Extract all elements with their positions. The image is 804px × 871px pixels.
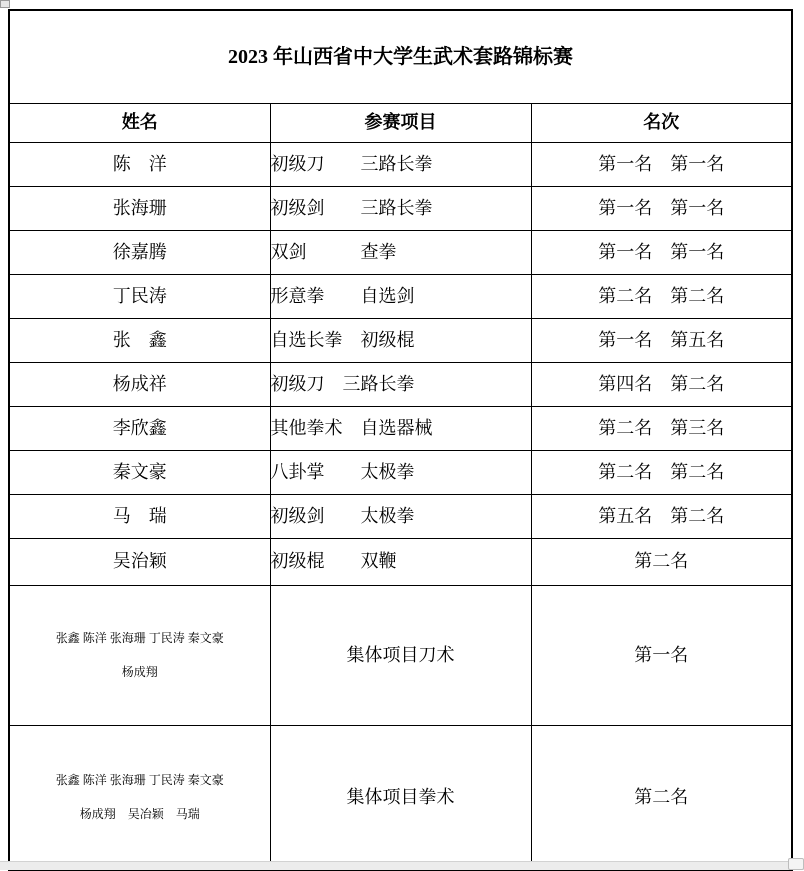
title-row [9,10,792,104]
events-cell: 初级棍 双鞭 [270,539,531,586]
rank-cell: 第二名 第三名 [531,407,792,451]
column-header-rank: 名次 [531,104,792,143]
events-cell: 集体项目刀术 [270,586,531,726]
name-cell: 马 瑞 [9,495,270,539]
events-cell: 初级刀 三路长拳 [270,143,531,187]
table-row [9,539,792,586]
group-row [9,586,792,726]
group-name-line: 张鑫 陈洋 张海珊 丁民涛 秦文豪 [55,773,224,788]
group-row [9,726,792,871]
rank-cell: 第一名 第一名 [531,231,792,275]
rank-cell: 第一名 第一名 [531,187,792,231]
rank-cell: 第一名 第一名 [531,143,792,187]
events-cell: 初级剑 三路长拳 [270,187,531,231]
rank-cell: 第二名 第二名 [531,451,792,495]
document-table-area [8,9,793,871]
name-cell: 张海珊 [9,187,270,231]
events-cell: 集体项目拳术 [270,726,531,871]
name-cell: 陈 洋 [9,143,270,187]
events-cell: 初级刀 三路长拳 [270,363,531,407]
events-cell: 形意拳 自选剑 [270,275,531,319]
table-row [9,143,792,187]
rank-cell: 第五名 第二名 [531,495,792,539]
group-name-line: 杨成翔 吴冶颖 马瑞 [79,806,200,821]
events-cell: 双剑 查拳 [270,231,531,275]
events-cell: 其他拳术 自选器械 [270,407,531,451]
name-cell: 李欣鑫 [9,407,270,451]
events-cell: 初级剑 太极拳 [270,495,531,539]
group-name-line: 杨成翔 [121,664,158,679]
group-name-list [10,774,270,820]
column-header-events: 参赛项目 [270,104,531,143]
table-row [9,319,792,363]
header-row [9,104,792,143]
horizontal-scrollbar[interactable] [0,861,804,870]
table-row [9,495,792,539]
name-cell: 吴治颖 [9,539,270,586]
results-table [8,9,793,871]
name-cell: 秦文豪 [9,451,270,495]
rank-cell: 第四名 第二名 [531,363,792,407]
table-row [9,451,792,495]
name-cell: 张 鑫 [9,319,270,363]
group-name-line: 张鑫 陈洋 张海珊 丁民涛 秦文豪 [55,631,224,646]
table-row [9,407,792,451]
rank-cell: 第一名 [531,586,792,726]
events-cell: 八卦掌 太极拳 [270,451,531,495]
events-cell: 自选长拳 初级棍 [270,319,531,363]
group-names-cell [9,586,270,726]
column-header-name: 姓名 [9,104,270,143]
page-title: 2023 年山西省中大学生武术套路锦标赛 [9,10,792,104]
rank-cell: 第一名 第五名 [531,319,792,363]
table-move-handle[interactable] [0,0,10,8]
name-cell: 徐嘉腾 [9,231,270,275]
name-cell: 杨成祥 [9,363,270,407]
scrollbar-corner[interactable] [788,858,804,870]
name-cell: 丁民涛 [9,275,270,319]
table-row [9,275,792,319]
table-row [9,231,792,275]
table-row [9,363,792,407]
rank-cell: 第二名 [531,726,792,871]
group-name-list [10,632,270,678]
table-row [9,187,792,231]
group-names-cell [9,726,270,871]
rank-cell: 第二名 [531,539,792,586]
rank-cell: 第二名 第二名 [531,275,792,319]
